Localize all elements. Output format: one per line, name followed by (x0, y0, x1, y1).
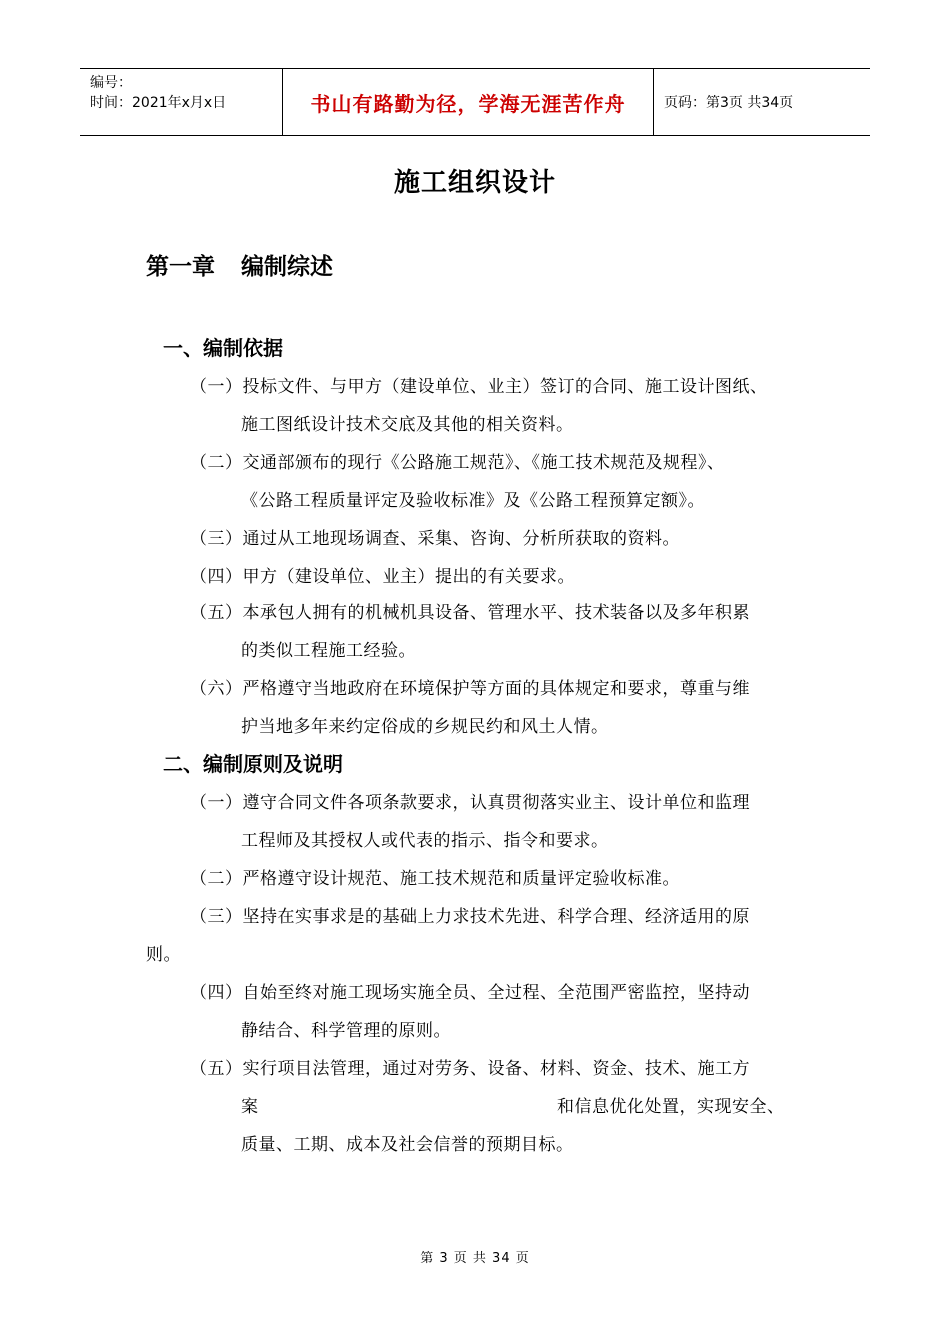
paragraph-line: 《公路工程质量评定及验收标准》及《公路工程预算定额》。 (241, 491, 705, 511)
paragraph-line: 案 (241, 1097, 259, 1117)
paragraph-line: （一）投标文件、与甲方（建设单位、业主）签订的合同、施工设计图纸、 (190, 377, 768, 397)
paragraph-line: 护当地多年来约定俗成的乡规民约和风土人情。 (241, 717, 609, 737)
paragraph-line: 则。 (146, 945, 181, 965)
paragraph-line: 工程师及其授权人或代表的指示、指令和要求。 (241, 831, 609, 851)
page-footer: 第 3 页 共 34 页 (420, 1251, 530, 1266)
chapter-name: 编制综述 (241, 254, 333, 280)
paragraph-line: （五）实行项目法管理，通过对劳务、设备、材料、资金、技术、施工方 (190, 1059, 750, 1079)
document-date: 时间：2021年x月x日 (90, 95, 227, 111)
paragraph-line: （四）自始至终对施工现场实施全员、全过程、全范围严密监控，坚持动 (190, 983, 750, 1003)
section-heading-principles: 二、编制原则及说明 (163, 752, 343, 776)
paragraph-line: （六）严格遵守当地政府在环境保护等方面的具体规定和要求，尊重与维 (190, 679, 750, 699)
section-heading-basis: 一、编制依据 (163, 336, 283, 360)
paragraph-line: 质量、工期、成本及社会信誉的预期目标。 (241, 1135, 574, 1155)
paragraph-line: 施工图纸设计技术交底及其他的相关资料。 (241, 415, 574, 435)
paragraph-line: （五）本承包人拥有的机械机具设备、管理水平、技术装备以及多年积累 (190, 603, 750, 623)
paragraph-line: 静结合、科学管理的原则。 (241, 1021, 451, 1041)
paragraph-line: （一）遵守合同文件各项条款要求，认真贯彻落实业主、设计单位和监理 (190, 793, 750, 813)
document-title: 施工组织设计 (393, 168, 556, 198)
document-number-label: 编号： (90, 75, 132, 91)
paragraph-line: （四）甲方（建设单位、业主）提出的有关要求。 (190, 567, 575, 587)
paragraph-line: （二）严格遵守设计规范、施工技术规范和质量评定验收标准。 (190, 869, 680, 889)
chapter-heading (146, 248, 333, 281)
header-page-info: 页码：第3页 共34页 (664, 95, 794, 111)
paragraph-line: 的类似工程施工经验。 (241, 641, 416, 661)
paragraph-line: （三）通过从工地现场调查、采集、咨询、分析所获取的资料。 (190, 529, 680, 549)
document-header (80, 68, 870, 136)
header-motto: 书山有路勤为径，学海无涯苦作舟 (282, 69, 654, 135)
header-meta (80, 69, 282, 135)
chapter-number: 第一章 (146, 254, 215, 280)
paragraph-line: （二）交通部颁布的现行《公路施工规范》、《施工技术规范及规程》、 (190, 453, 725, 473)
paragraph-line: （三）坚持在实事求是的基础上力求技术先进、科学合理、经济适用的原 (190, 907, 750, 927)
paragraph-line: 和信息优化处置，实现安全、 (557, 1097, 785, 1117)
